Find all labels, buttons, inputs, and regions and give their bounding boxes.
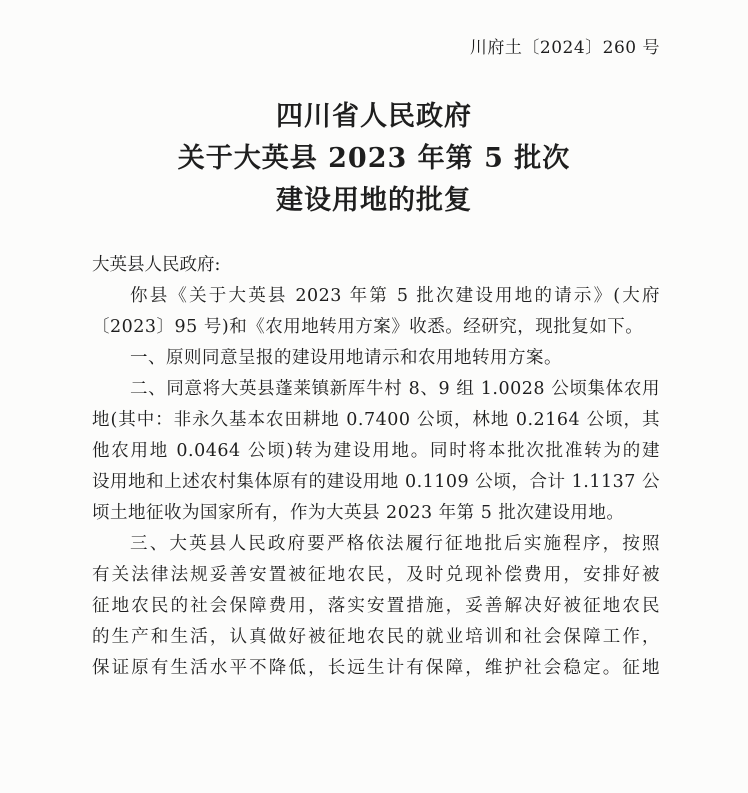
document-title: [0, 96, 748, 222]
salutation: 大英县人民政府:: [92, 255, 221, 275]
body-line: 你县《关于大英县 2023 年第 5 批次建设用地的请示》(大府: [130, 286, 660, 306]
body-text: [92, 281, 660, 684]
body-line: 保证原有生活水平不降低，长远生计有保障，维护社会稳定。征地: [92, 658, 660, 678]
body-line: 征地农民的社会保障费用，落实安置措施，妥善解决好被征地农民: [92, 596, 660, 616]
document-body: [92, 250, 660, 684]
title-line: 关于大英县 2023 年第 5 批次: [177, 143, 571, 174]
body-line: 地(其中：非永久基本农田耕地 0.7400 公顷，林地 0.2164 公顷，其: [92, 410, 660, 430]
body-line: 三、大英县人民政府要严格依法履行征地批后实施程序，按照: [130, 534, 660, 554]
body-line: 他农用地 0.0464 公顷)转为建设用地。同时将本批次批准转为的建: [92, 441, 660, 461]
body-line: 二、同意将大英县蓬莱镇新厍牛村 8、9 组 1.0028 公顷集体农用: [130, 379, 660, 399]
body-line: 一、原则同意呈报的建设用地请示和农用地转用方案。: [130, 348, 562, 368]
title-line: 建设用地的批复: [276, 185, 472, 216]
body-line: 〔2023〕95 号)和《农用地转用方案》收悉。经研究，现批复如下。: [92, 317, 644, 337]
title-line: 四川省人民政府: [276, 101, 472, 132]
document-number: 川府土〔2024〕260 号: [469, 38, 660, 58]
body-line: 设用地和上述农村集体原有的建设用地 0.1109 公顷，合计 1.1137 公: [92, 472, 660, 492]
body-line: 的生产和生活，认真做好被征地农民的就业培训和社会保障工作，: [92, 627, 660, 647]
body-line: 有关法律法规妥善安置被征地农民，及时兑现补偿费用，安排好被: [92, 565, 660, 585]
body-line: 顷土地征收为国家所有，作为大英县 2023 年第 5 批次建设用地。: [92, 503, 625, 523]
